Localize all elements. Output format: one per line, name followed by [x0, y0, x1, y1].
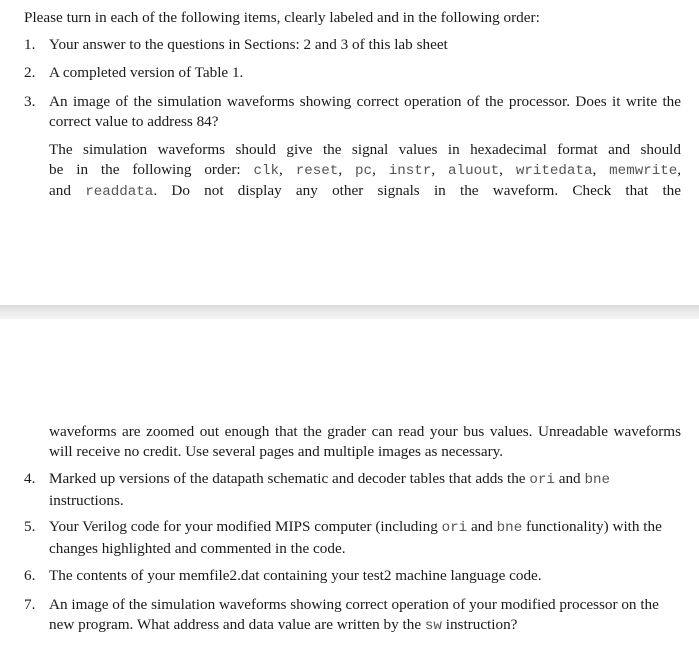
paragraph-line-1: The simulation waveforms should give the signal values in hexadecimal format and should: [49, 141, 681, 158]
code-sw: sw: [424, 617, 442, 634]
item-4-pre: Marked up versions of the datapath schematic and decoder tables that adds the: [49, 470, 526, 487]
page-top: [0, 0, 699, 305]
signal-memwrite: memwrite: [609, 162, 678, 179]
intro-text: Please turn in each of the following items, clearly labeled and in the following order:: [24, 9, 540, 26]
item-7-post: instruction?: [445, 615, 518, 633]
item-3-paragraph-body: [49, 140, 681, 203]
item-7-pre: An image of the simulation waveforms showing correct operation of your modified processor on the new program. What address and data value are written by the: [49, 596, 659, 633]
list-text: [49, 595, 681, 636]
signal-aluout: aluout: [448, 162, 500, 179]
paragraph-and: and: [49, 182, 71, 199]
paragraph-line-3: [49, 181, 681, 203]
code-ori: ori: [441, 520, 468, 536]
signal-reset: reset: [295, 162, 339, 179]
list-number: 1.: [24, 36, 36, 53]
paragraph-line-3-suffix: . Do not display any other signals in the waveform. Check that the: [153, 182, 681, 199]
list-number: 7.: [24, 596, 36, 613]
signal-writedata: writedata: [515, 162, 593, 179]
list-text: The contents of your memfile2.dat containing your test2 machine language code.: [49, 567, 542, 584]
list-text: Your answer to the questions in Sections: 2 and 3 of this lab sheet: [49, 36, 448, 53]
continued-text: waveforms are zoomed out enough that the grader can read your bus values. Unreadable waveforms will receive no credit. Use several pages and multiple images as necessary.: [49, 423, 681, 460]
item-5-and: and: [470, 518, 493, 535]
list-text: A completed version of Table 1.: [49, 64, 244, 81]
list-text: [49, 469, 681, 510]
item-5-pre: Your Verilog code for your modified MIPS computer (including: [49, 518, 438, 535]
signal-clk: clk: [253, 162, 280, 179]
list-number: 4.: [24, 470, 36, 487]
signal-pc: pc: [355, 162, 373, 179]
signal-instr: instr: [388, 162, 432, 179]
list-number: 5.: [24, 518, 36, 535]
item-5-post: functionality) with the changes highlighted and commented in the code.: [49, 518, 662, 557]
page-break: [0, 305, 699, 319]
page-bottom: [0, 319, 699, 663]
list-number: 3.: [24, 93, 36, 110]
item-4-post: instructions.: [49, 491, 124, 509]
item-4-and: and: [558, 470, 581, 487]
code-bne: bne: [496, 520, 523, 536]
paragraph-line-2-prefix: be in the following order:: [49, 160, 254, 178]
list-number: 6.: [24, 567, 36, 584]
signal-readdata: readdata: [85, 184, 154, 200]
code-ori: ori: [529, 472, 555, 488]
code-bne: bne: [584, 472, 610, 488]
paragraph-line-2: be in the following order: clk, reset, pc, instr, aluout, writedata, memwrite,: [49, 160, 682, 179]
list-number: 2.: [24, 64, 36, 81]
list-text: [49, 517, 681, 558]
list-text: An image of the simulation waveforms showing correct operation of the processor. Does it write the correct value to address 84?: [49, 93, 681, 130]
